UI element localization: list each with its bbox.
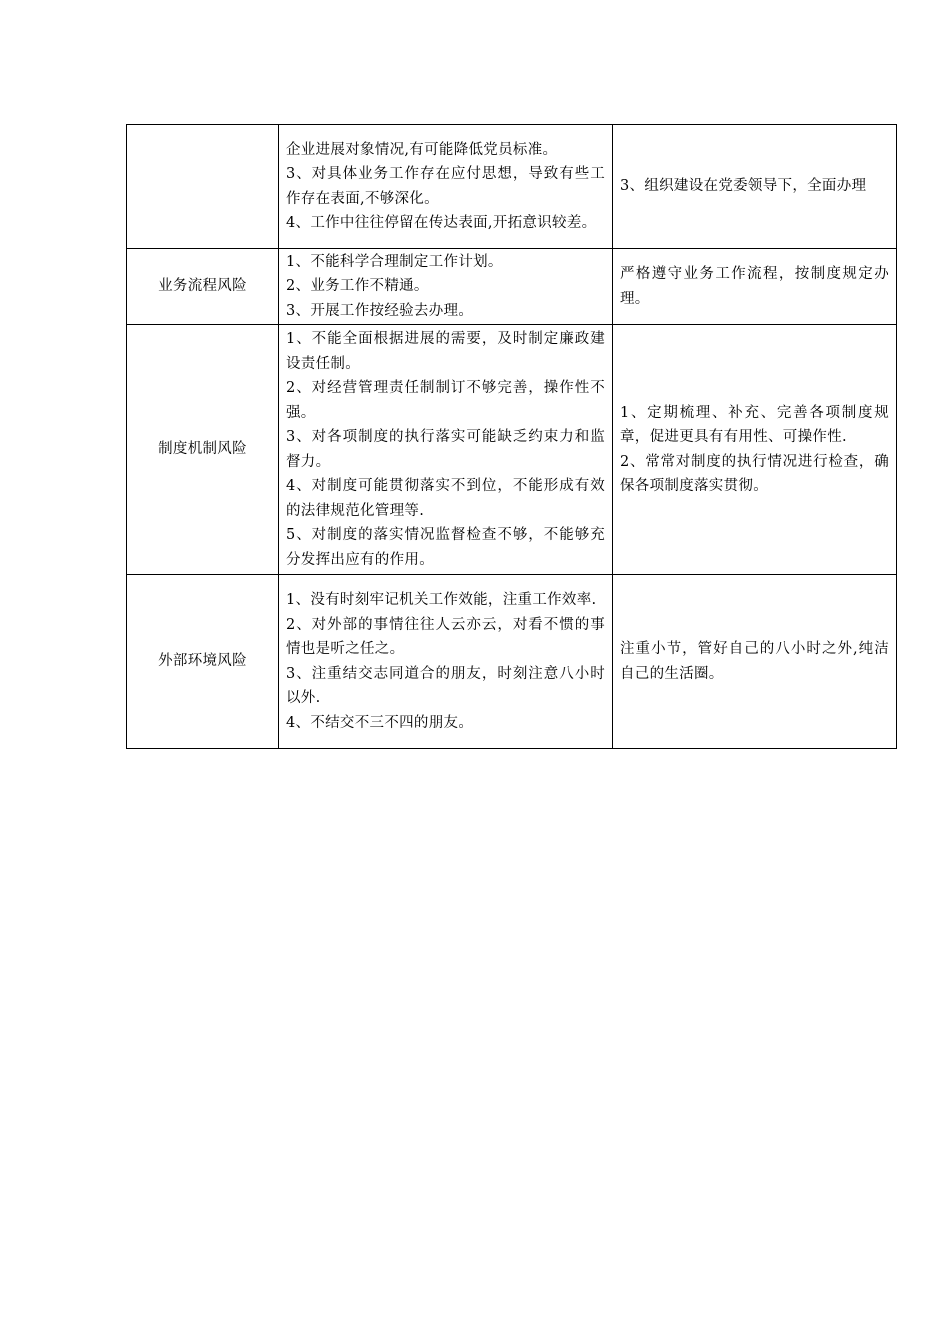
- table-row: [127, 325, 897, 575]
- risk-category-cell: [127, 125, 279, 249]
- risk-points-cell: [279, 125, 613, 249]
- control-measures-cell: [613, 249, 897, 325]
- control-measure-text: 1、定期梳理、补充、完善各项制度规章，促进更具有有用性、可操作性.: [620, 404, 889, 445]
- risk-category-cell: 业务流程风险: [127, 249, 279, 325]
- risk-point-text: 1、不能全面根据进展的需要，及时制定廉政建设责任制。: [286, 331, 605, 372]
- risk-point-text: 3、注重结交志同道合的朋友，时刻注意八小时以外.: [286, 665, 605, 706]
- risk-control-table: [126, 124, 897, 749]
- control-measures-cell: [613, 325, 897, 575]
- risk-point-text: 3、对各项制度的执行落实可能缺乏约束力和监督力。: [286, 429, 605, 470]
- risk-point-text: 1、不能科学合理制定工作计划。: [286, 253, 503, 270]
- risk-point-text: 3、开展工作按经验去办理。: [286, 302, 474, 319]
- table-row: [127, 249, 897, 325]
- risk-points-cell: [279, 249, 613, 325]
- control-measures-cell: [613, 125, 897, 249]
- risk-point-text: 企业进展对象情况,有可能降低党员标准。: [286, 141, 558, 158]
- risk-points-cell: [279, 325, 613, 575]
- control-measure-text: 注重小节，管好自己的八小时之外,纯洁自己的生活圈。: [620, 641, 889, 682]
- risk-category-cell: 外部环境风险: [127, 575, 279, 749]
- risk-point-text: 2、对经营管理责任制制订不够完善，操作性不强。: [286, 380, 605, 421]
- risk-point-text: 5、对制度的落实情况监督检查不够，不能够充分发挥出应有的作用。: [286, 527, 605, 568]
- risk-point-text: 4、对制度可能贯彻落实不到位，不能形成有效的法律规范化管理等.: [286, 478, 605, 519]
- risk-category-cell: 制度机制风险: [127, 325, 279, 575]
- risk-point-text: 2、业务工作不精通。: [286, 278, 429, 295]
- control-measure-text: 严格遵守业务工作流程，按制度规定办理。: [620, 266, 889, 307]
- risk-points-cell: [279, 575, 613, 749]
- risk-point-text: 2、对外部的事情往往人云亦云，对看不惯的事情也是听之任之。: [286, 616, 605, 657]
- control-measures-cell: [613, 575, 897, 749]
- table-row: [127, 575, 897, 749]
- control-measure-text: 3、组织建设在党委领导下，全面办理: [620, 178, 867, 195]
- risk-point-text: 4、不结交不三不四的朋友。: [286, 714, 474, 731]
- risk-point-text: 1、没有时刻牢记机关工作效能，注重工作效率.: [286, 592, 597, 608]
- table-row: [127, 125, 897, 249]
- risk-point-text: 3、对具体业务工作存在应付思想，导致有些工作存在表面,不够深化。: [286, 166, 605, 207]
- risk-point-text: 4、工作中往往停留在传达表面,开拓意识较差。: [286, 215, 597, 231]
- control-measure-text: 2、常常对制度的执行情况进行检查，确保各项制度落实贯彻。: [620, 453, 889, 494]
